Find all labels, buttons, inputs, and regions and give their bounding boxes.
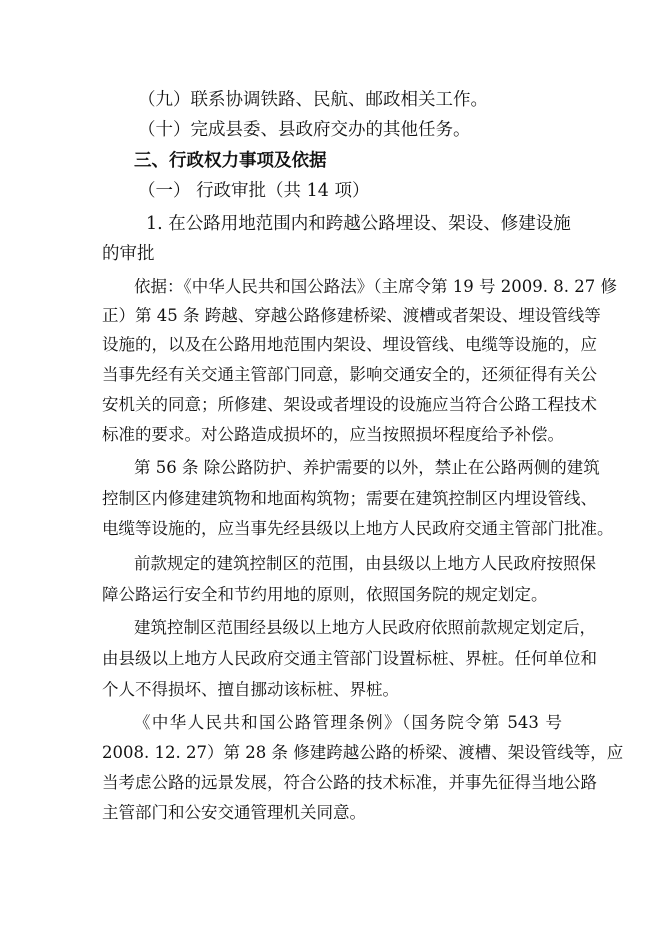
basis-line-5: 安机关的同意；所修建、架设或者埋设的设施应当符合公路工程技术 [102, 395, 597, 414]
basis-line-3: 设施的，以及在公路用地范围内架设、埋设管线、电缆等设施的，应 [102, 335, 597, 354]
regulation-line-3: 当考虑公路的远景发展，符合公路的技术标准，并事先征得当地公路 [102, 773, 597, 792]
control-zone-line-1: 前款规定的建筑控制区的范围，由县级以上地方人民政府按照保 [134, 554, 596, 573]
article-56-line-1: 第 56 条 除公路防护、养护需要的以外，禁止在公路两侧的建筑 [134, 458, 600, 477]
regulation-line-4: 主管部门和公安交通管理机关同意。 [102, 803, 366, 822]
basis-line-4: 当事先经有关交通主管部门同意，影响交通安全的，还须征得有关公 [102, 365, 597, 384]
basis-line-1: 依据：《中华人民共和国公路法》（主席令第 19 号 2009. 8. 27 修 [134, 277, 617, 296]
item-ten: （十）完成县委、县政府交办的其他任务。 [138, 120, 471, 140]
item-nine: （九）联系协调铁路、民航、邮政相关工作。 [138, 90, 488, 110]
section-heading: 三、行政权力事项及依据 [134, 151, 327, 171]
markers-line-3: 个人不得损坏、擅自挪动该标桩、界桩。 [102, 680, 399, 699]
regulation-line-1: 《中华人民共和国公路管理条例》（国务院令第 543 号 [134, 713, 562, 732]
markers-line-2: 由县级以上地方人民政府交通主管部门设置标桩、界桩。任何单位和 [102, 649, 597, 668]
article-56-line-2: 控制区内修建建筑物和地面构筑物；需要在建筑控制区内埋设管线、 [102, 489, 597, 508]
control-zone-line-2: 障公路运行安全和节约用地的原则，依照国务院的规定划定。 [102, 585, 548, 604]
basis-line-2: 正）第 45 条 跨越、穿越公路修建桥梁、渡槽或者架设、埋设管线等 [102, 306, 601, 325]
subsection-heading: （一） 行政审批（共 14 项） [138, 181, 370, 201]
basis-line-6: 标准的要求。对公路造成损坏的，应当按照损坏程度给予补偿。 [102, 425, 564, 444]
markers-line-1: 建筑控制区范围经县级以上地方人民政府依照前款规定划定后， [134, 618, 596, 637]
article-56-line-3: 电缆等设施的，应当事先经县级以上地方人民政府交通主管部门批准。 [102, 519, 614, 538]
item-1-title-line-1: 1. 在公路用地范围内和跨越公路埋设、架设、修建设施 [146, 214, 571, 234]
regulation-line-2: 2008. 12. 27）第 28 条 修建跨越公路的桥梁、渡槽、架设管线等，应 [102, 743, 624, 762]
item-1-title-line-2: 的审批 [102, 244, 155, 264]
